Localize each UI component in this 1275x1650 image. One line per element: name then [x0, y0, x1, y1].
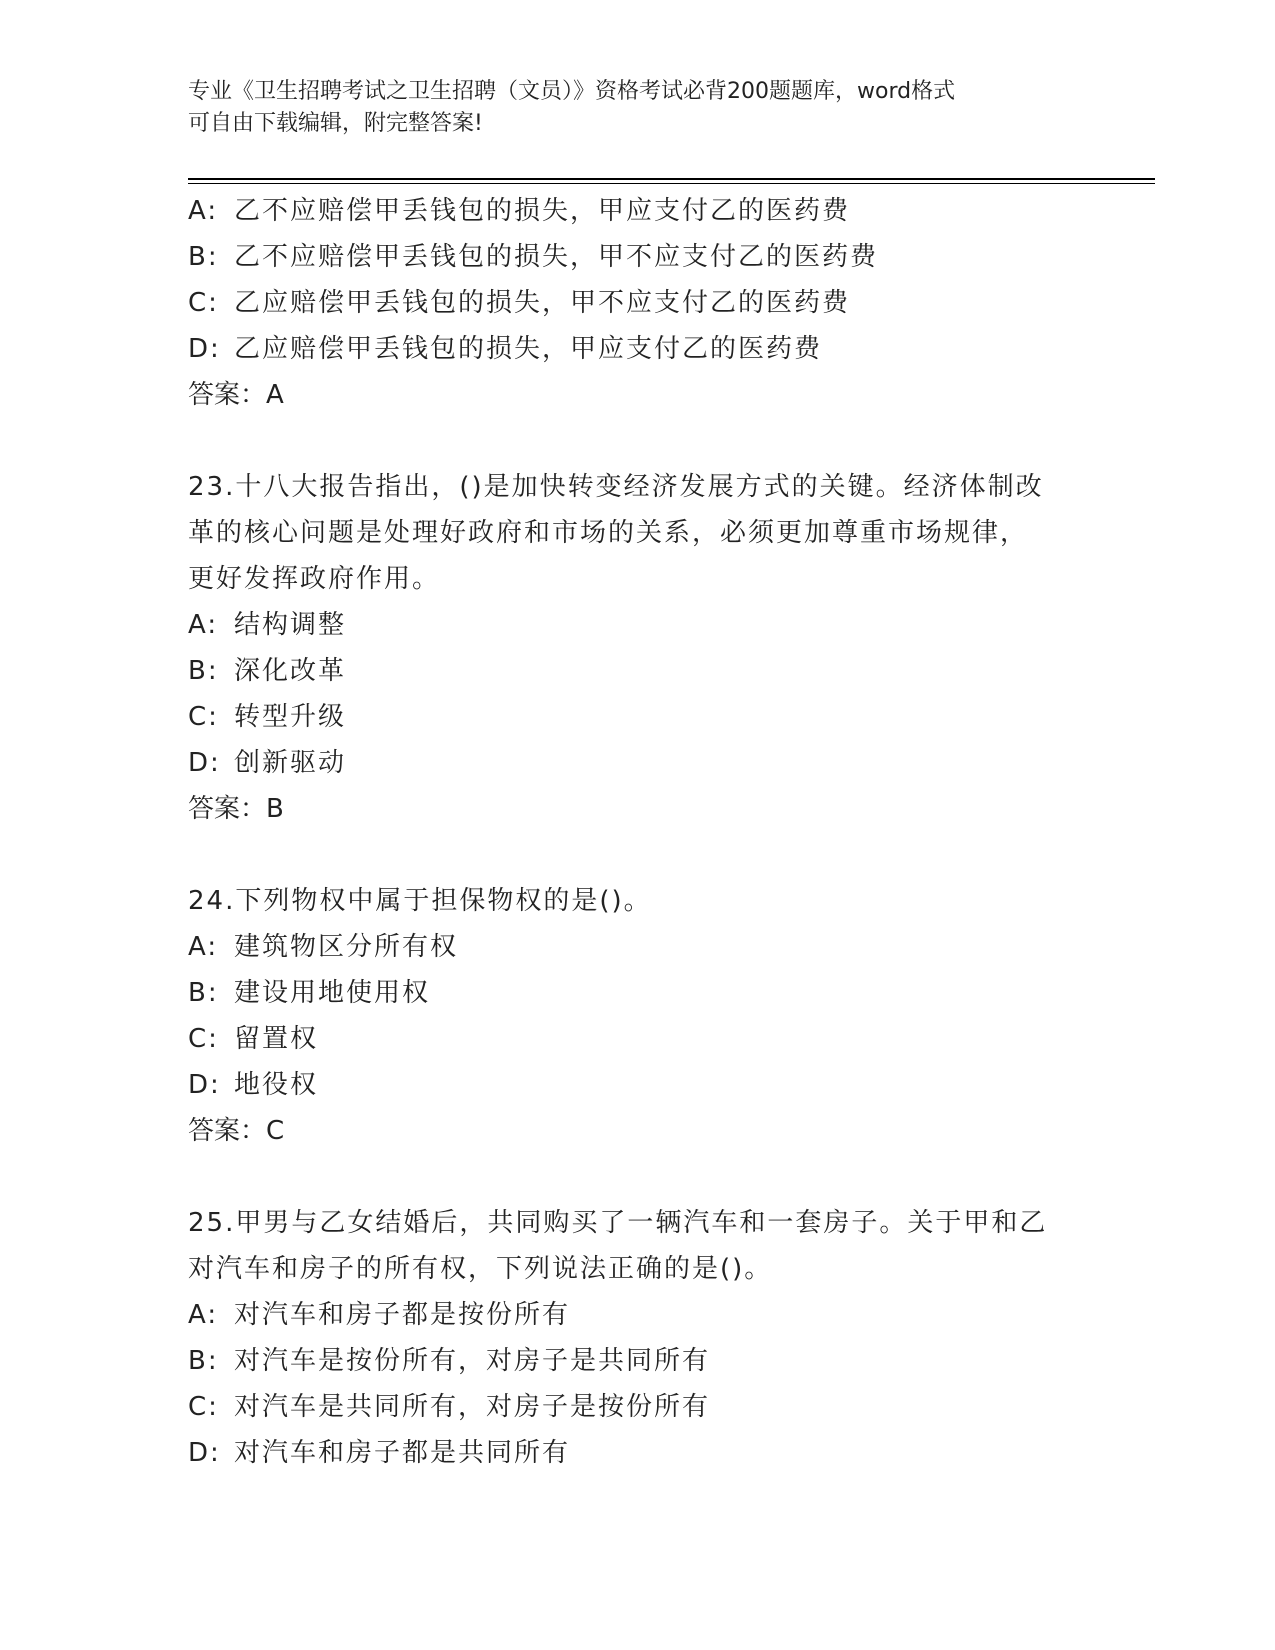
option-letter: C:: [188, 1024, 219, 1054]
option-text: 乙不应赔偿甲丢钱包的损失，甲应支付乙的医药费: [234, 196, 851, 226]
question-24: [188, 878, 1088, 1154]
question-stem-line: 23.十八大报告指出，()是加快转变经济发展方式的关键。经济体制改: [188, 472, 1044, 502]
header-divider-thin: [188, 183, 1155, 184]
spacer: [188, 832, 1088, 878]
option-letter: A:: [188, 196, 219, 226]
header-title-line-1: 专业《卫生招聘考试之卫生招聘（文员）》资格考试必背200题题库，word格式: [188, 79, 956, 104]
option-d: [188, 1430, 1088, 1476]
answer-line: 答案：B: [188, 794, 284, 824]
option-text: 地役权: [234, 1070, 319, 1100]
option-text: 乙应赔偿甲丢钱包的损失，甲应支付乙的医药费: [234, 334, 823, 364]
answer-line: 答案：C: [188, 1116, 285, 1146]
option-a: [188, 924, 1088, 970]
option-letter: A:: [188, 610, 219, 640]
option-d: [188, 1062, 1088, 1108]
option-c: [188, 280, 1088, 326]
option-a: [188, 602, 1088, 648]
option-c: [188, 694, 1088, 740]
option-letter: A:: [188, 1300, 219, 1330]
question-list: [188, 188, 1088, 1476]
option-text: 对汽车和房子都是按份所有: [234, 1300, 571, 1330]
question-25: [188, 1200, 1088, 1476]
question-22-tail: [188, 188, 1088, 418]
option-text: 乙应赔偿甲丢钱包的损失，甲不应支付乙的医药费: [234, 288, 851, 318]
option-letter: B:: [188, 656, 219, 686]
spacer: [188, 418, 1088, 464]
option-letter: A:: [188, 932, 219, 962]
option-text: 转型升级: [234, 702, 347, 732]
option-a: [188, 188, 1088, 234]
option-text: 创新驱动: [234, 748, 347, 778]
option-text: 深化改革: [234, 656, 347, 686]
option-text: 建筑物区分所有权: [234, 932, 459, 962]
question-23: [188, 464, 1088, 832]
option-text: 结构调整: [234, 610, 347, 640]
option-letter: C:: [188, 702, 219, 732]
option-d: [188, 740, 1088, 786]
document-header: [188, 76, 1088, 140]
header-title-line-2: 可自由下载编辑，附完整答案!: [188, 111, 483, 136]
option-letter: C:: [188, 288, 219, 318]
option-d: [188, 326, 1088, 372]
question-stem-line: 革的核心问题是处理好政府和市场的关系，必须更加尊重市场规律，: [188, 518, 1029, 548]
option-c: [188, 1384, 1088, 1430]
option-text: 留置权: [234, 1024, 319, 1054]
question-stem-line: 25.甲男与乙女结婚后，共同购买了一辆汽车和一套房子。关于甲和乙: [188, 1208, 1048, 1238]
option-text: 对汽车和房子都是共同所有: [234, 1438, 571, 1468]
option-letter: B:: [188, 242, 219, 272]
option-letter: D:: [188, 748, 221, 778]
option-c: [188, 1016, 1088, 1062]
question-stem-line: 对汽车和房子的所有权，下列说法正确的是()。: [188, 1254, 773, 1284]
option-text: 乙不应赔偿甲丢钱包的损失，甲不应支付乙的医药费: [234, 242, 879, 272]
option-letter: D:: [188, 334, 221, 364]
option-letter: B:: [188, 978, 219, 1008]
answer-line: 答案：A: [188, 380, 284, 410]
option-b: [188, 234, 1088, 280]
option-letter: D:: [188, 1438, 221, 1468]
question-stem-line: 24.下列物权中属于担保物权的是()。: [188, 886, 652, 916]
question-stem-line: 更好发挥政府作用。: [188, 564, 441, 594]
option-b: [188, 970, 1088, 1016]
option-text: 建设用地使用权: [234, 978, 431, 1008]
option-letter: D:: [188, 1070, 221, 1100]
option-a: [188, 1292, 1088, 1338]
spacer: [188, 1154, 1088, 1200]
option-letter: B:: [188, 1346, 219, 1376]
option-letter: C:: [188, 1392, 219, 1422]
option-b: [188, 1338, 1088, 1384]
header-divider-thick: [188, 178, 1155, 180]
option-text: 对汽车是按份所有，对房子是共同所有: [234, 1346, 711, 1376]
option-b: [188, 648, 1088, 694]
option-text: 对汽车是共同所有，对房子是按份所有: [234, 1392, 711, 1422]
